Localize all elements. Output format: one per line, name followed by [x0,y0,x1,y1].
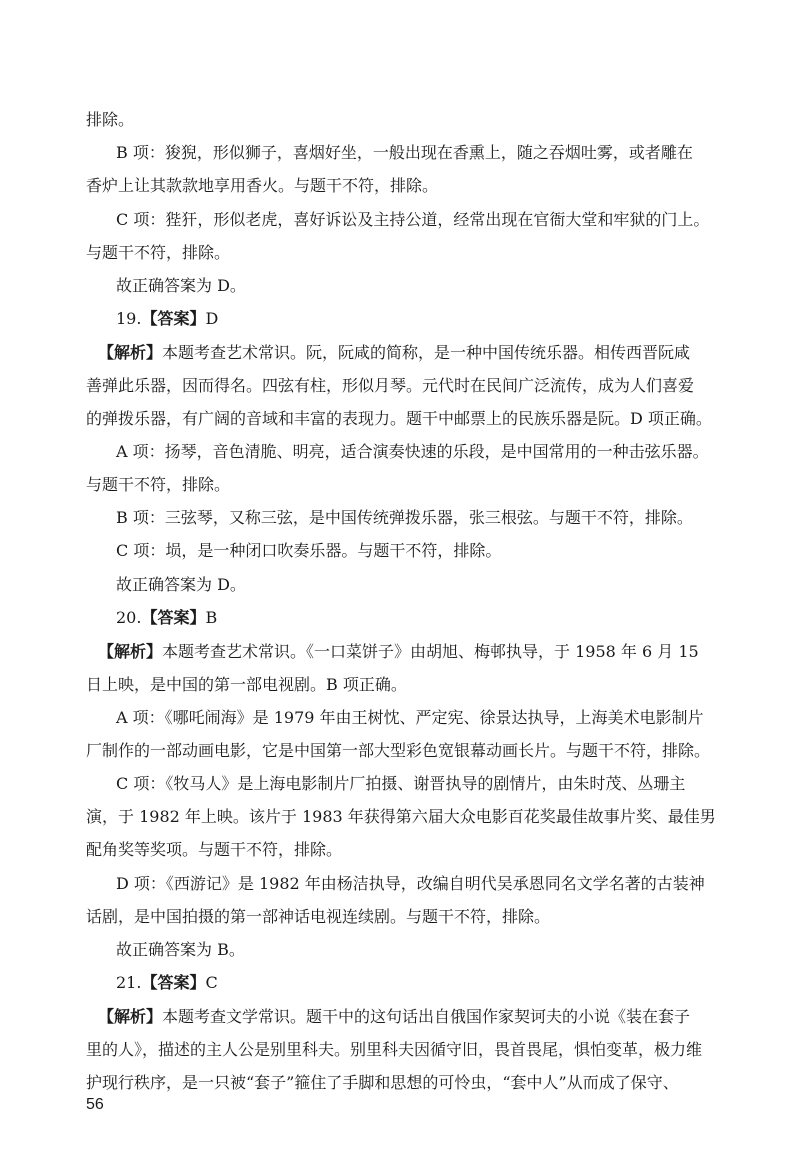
text-run: B 项：狻猊，形似狮子，喜烟好坐，一般出现在香熏上，随之吞烟吐雾，或者雕在 [116,143,693,162]
text-run: B 项：三弦琴，又称三弦，是中国传统弹拨乐器，张三根弦。与题干不符，排除。 [116,508,693,527]
text-run: 故正确答案为 D。 [116,575,246,594]
text-run: 本题考查文学常识。题干中的这句话出自俄国作家契诃夫的小说《装在套子 [162,1007,691,1026]
text-line [116,574,800,596]
text-run: 20. [116,608,142,627]
text-run: 本题考查艺术常识。《一口菜饼子》由胡旭、梅邨执导，于 1958 年 6 月 15 [162,642,699,661]
text-line [98,641,800,663]
bold-label: 【解析】 [98,642,163,661]
text-line [86,740,800,762]
text-run: 里的人》，描述的主人公是别里科夫。别里科夫因循守旧，畏首畏尾，惧怕变革，极力维 [86,1040,703,1059]
text-line [116,873,800,895]
text-line [86,175,800,197]
bold-label: 【解析】 [98,1007,163,1026]
text-line [116,607,800,629]
text-line [116,308,800,330]
text-line [86,674,800,696]
page-number: 56 [86,1096,104,1113]
text-run: 故正确答案为 D。 [116,276,246,295]
bold-label: 【答案】 [141,608,206,627]
text-line [116,507,800,529]
text-line [116,142,800,164]
text-run: 与题干不符，排除。 [86,243,231,262]
text-run: D [205,309,219,328]
text-line [116,441,800,463]
text-line [86,242,800,264]
text-run: 排除。 [86,110,135,129]
text-run: A 项：《哪吒闹海》是 1979 年由王树忱、严定宪、徐景达执导，上海美术电影制片 [116,708,704,727]
text-line [116,972,800,994]
text-run: 与题干不符，排除。 [86,475,231,494]
text-run: 日上映，是中国的第一部电视剧。B 项正确。 [86,675,407,694]
text-line [86,906,800,928]
text-line [86,375,800,397]
text-line [98,1006,800,1028]
text-line [116,540,800,562]
text-run: A 项：扬琴，音色清脆、明亮，适合演奏快速的乐段，是中国常用的一种击弦乐器。 [116,442,709,461]
text-run: 演，于 1982 年上映。该片于 1983 年获得第六届大众电影百花奖最佳故事片奖、最佳男 [86,807,716,826]
text-run: 话剧，是中国拍摄的第一部神话电视连续剧。与题干不符，排除。 [86,907,551,926]
text-run: 善弹此乐器，因而得名。四弦有柱，形似月琴。元代时在民间广泛流传，成为人们喜爱 [86,376,695,395]
text-line [86,474,800,496]
text-run: 配角奖等奖项。与题干不符，排除。 [86,840,343,859]
text-line [86,1072,800,1094]
text-run: 19. [116,309,142,328]
text-run: C [205,973,218,992]
text-line [86,806,800,828]
text-line [86,839,800,861]
text-run: 故正确答案为 B。 [116,940,245,959]
text-run: 的弹拨乐器，有广阔的音域和丰富的表现力。题干中邮票上的民族乐器是阮。D 项正确。 [86,409,712,428]
text-run: D 项：《西游记》是 1982 年由杨洁执导，改编自明代吴承恩同名文学名著的古装神 [116,874,705,893]
text-run: C 项：《牧马人》是上海电影制片厂拍摄、谢晋执导的剧情片，由朱时茂、丛珊主 [116,774,686,793]
text-line [116,707,800,729]
text-line [116,275,800,297]
bold-label: 【答案】 [141,309,206,328]
text-line [116,209,800,231]
text-run: 香炉上让其款款地享用香火。与题干不符，排除。 [86,176,439,195]
text-run: C 项：埙，是一种闭口吹奏乐器。与题干不符，排除。 [116,541,502,560]
text-run: 本题考查艺术常识。阮，阮咸的简称，是一种中国传统乐器。相传西晋阮咸 [162,343,691,362]
text-run: 21. [116,973,142,992]
text-run: 厂制作的一部动画电影，它是中国第一部大型彩色宽银幕动画长片。与题干不符，排除。 [86,741,711,760]
text-run: B [205,608,218,627]
text-run: C 项：狴犴，形似老虎，喜好诉讼及主持公道，经常出现在官衙大堂和牢狱的门上。 [116,210,710,229]
bold-label: 【答案】 [141,973,206,992]
text-line [116,773,800,795]
text-line [98,342,800,364]
text-line [86,408,800,430]
text-line [86,1039,800,1061]
text-run: 护现行秩序，是一只被“套子”箍住了手脚和思想的可怜虫，“套中人”从而成了保守、 [86,1073,679,1092]
text-line [116,939,800,961]
bold-label: 【解析】 [98,343,163,362]
text-line [86,109,800,131]
